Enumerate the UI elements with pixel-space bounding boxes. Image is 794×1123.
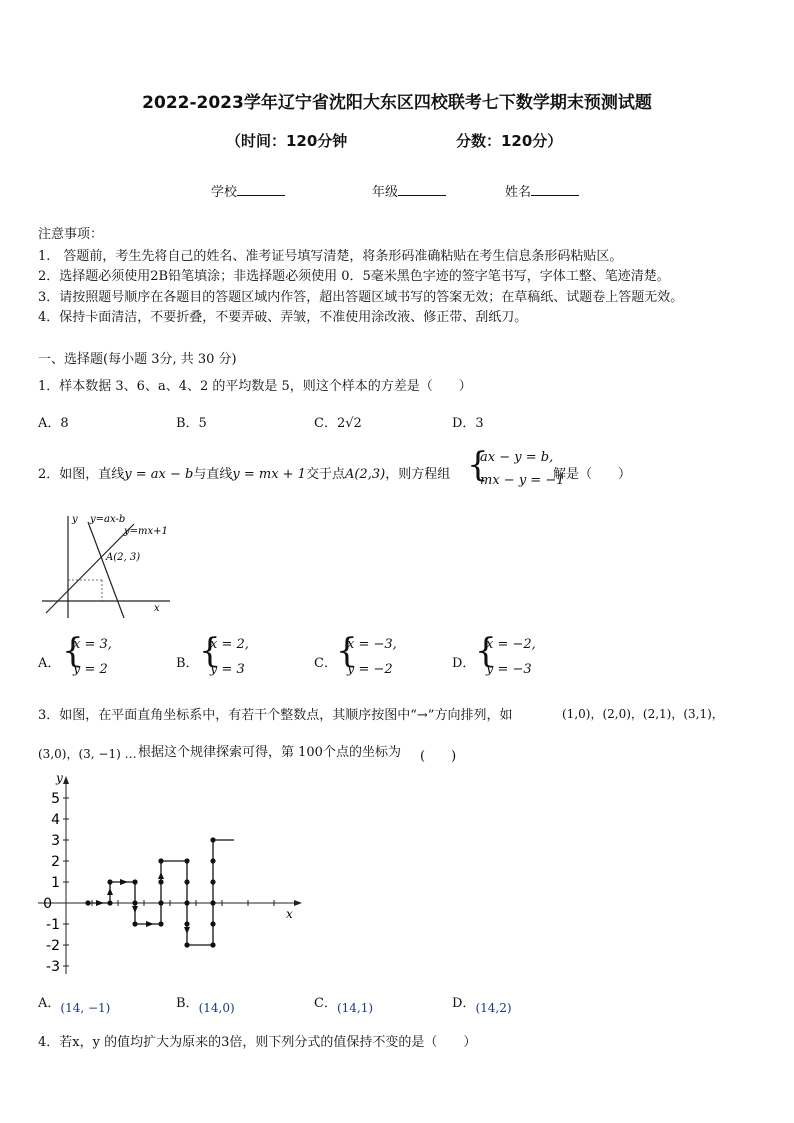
notice-item: 2．选择题必须使用2B铅笔填涂；非选择题必须使用 0．5毫米黑色字迹的签字笔书写，字体工整、笔迹清楚。	[38, 269, 670, 284]
q2-option-d-y: y = −3	[486, 662, 532, 677]
q3-answer-paren: ( )	[420, 749, 457, 764]
q2-figure	[38, 510, 188, 620]
page-title: 2022-2023学年辽宁省沈阳大东区四校联考七下数学期末预测试题	[142, 93, 652, 113]
q2-option-a[interactable]: A．	[38, 656, 61, 671]
q2-option-b[interactable]: B．	[176, 656, 199, 671]
name-label: 姓名	[505, 185, 532, 200]
notice-item: 1. 答题前，考生先将自己的姓名、准考证号填写清楚，将条形码准确粘贴在考生信息条形码粘贴区。	[38, 249, 623, 264]
school-label: 学校	[211, 185, 238, 200]
q2-fig-l1: y=ax-b	[90, 514, 126, 525]
q2-option-c[interactable]: C．	[314, 656, 337, 671]
q3-ytick: 5	[51, 791, 60, 807]
q2-system-eq1: ax − y = b,	[480, 450, 554, 465]
q1-option-b[interactable]: B．5	[176, 416, 207, 431]
section-title: 一、选择题(每小题 3分, 共 30 分)	[38, 352, 237, 367]
q3-option-b[interactable]: B．(14,0)	[176, 996, 235, 1015]
exam-score: 分数：120分）	[456, 132, 563, 150]
q1-option-a[interactable]: A．8	[38, 416, 69, 431]
q3-stem-line2: 根据这个规律探索可得，第 100个点的坐标为	[138, 745, 401, 760]
q2-option-d-x: x = −2,	[486, 637, 536, 652]
q3-ytick: 4	[51, 812, 60, 828]
exam-time: （时间：120分钟	[226, 132, 348, 150]
q3-ytick: 0	[43, 896, 52, 912]
q2-option-a-y: y = 2	[73, 662, 108, 677]
q3-option-c[interactable]: C．(14,1)	[314, 996, 374, 1015]
q2-stem-end: 解是（ ）	[553, 467, 632, 482]
q3-option-d[interactable]: D．(14,2)	[452, 996, 512, 1015]
q2-option-c-x: x = −3,	[347, 637, 397, 652]
q2-option-b-y: y = 3	[210, 662, 245, 677]
q3-points-2: (3,0)，(3, −1) …	[38, 747, 137, 761]
q3-ytick: 1	[51, 875, 60, 891]
q2-line-mx1	[46, 524, 134, 613]
q1-option-c[interactable]: C．2√2	[314, 416, 362, 431]
q2-fig-y: y	[72, 514, 78, 525]
q3-option-a[interactable]: A．(14, −1)	[38, 996, 111, 1015]
q3-x-label: x	[286, 907, 293, 921]
q1-stem: 1．样本数据 3、6、a、4、2 的平均数是 5，则这个样本的方差是（ ）	[38, 379, 472, 394]
q2-system-eq2: mx − y = −1	[480, 473, 565, 488]
notice-title: 注意事项：	[38, 227, 104, 242]
notice-item: 4．保持卡面清洁，不要折叠，不要弄破、弄皱，不准使用涂改液、修正带、刮纸刀。	[38, 310, 528, 325]
school-field[interactable]	[211, 181, 285, 200]
q3-ytick: -3	[46, 959, 60, 975]
q2-fig-l2: y=mx+1	[124, 526, 168, 537]
q2-option-b-x: x = 2,	[210, 637, 249, 652]
q3-figure	[36, 770, 306, 980]
q3-ytick: 2	[51, 854, 60, 870]
q4-stem: 4．若x，y 的值均扩大为原来的3倍，则下列分式的值保持不变的是（ ）	[38, 1035, 477, 1050]
q1-option-c-math: 2√2	[336, 416, 362, 431]
q3-ytick: -2	[46, 938, 60, 954]
q3-ytick: 3	[51, 833, 60, 849]
q3-y-label: y	[56, 771, 63, 785]
q2-system-brace: {	[467, 445, 489, 485]
q2-fig-x: x	[154, 603, 160, 614]
q2-fig-point: A(2, 3)	[106, 552, 141, 563]
q3-ytick: -1	[46, 917, 60, 933]
q3-stem-line1: 3．如图，在平面直角坐标系中，有若干个整数点，其顺序按图中“→”方向排列，如	[38, 708, 513, 723]
grade-field[interactable]	[372, 181, 446, 200]
q1-option-d[interactable]: D．3	[452, 416, 484, 431]
q2-line-axb	[88, 522, 124, 618]
q3-points-1: (1,0)，(2,0)，(2,1)，(3,1)，	[562, 707, 724, 721]
grade-label: 年级	[372, 185, 399, 200]
name-field[interactable]	[505, 181, 579, 200]
q2-option-d[interactable]: D．	[452, 656, 476, 671]
q2-option-c-y: y = −2	[347, 662, 393, 677]
q2-option-a-x: x = 3,	[73, 637, 112, 652]
q2-stem: 2．如图，直线y = ax − b与直线y = mx + 1交于点A(2,3)，则方程组	[38, 467, 451, 482]
notice-item: 3．请按照题号顺序在各题目的答题区域内作答，超出答题区域书写的答案无效；在草稿纸、试题卷上答题无效。	[38, 290, 684, 305]
